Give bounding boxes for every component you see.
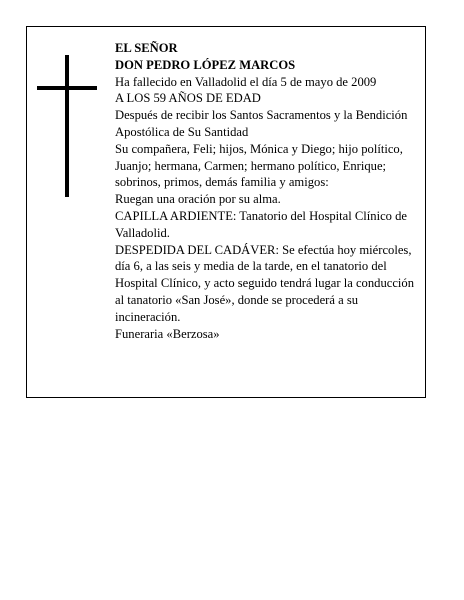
sacraments-line: Después de recibir los Santos Sacramentos y la Bendición Apostólica de Su Santidad: [115, 108, 408, 139]
obituary-notice-frame: [26, 26, 426, 398]
obituary-text: [115, 40, 421, 342]
deceased-name: DON PEDRO LÓPEZ MARCOS: [115, 57, 296, 72]
farewell-line: DESPEDIDA DEL CADÁVER: Se efectúa hoy miércoles, día 6, a las seis y media de la tarde, en el tanatorio del Hospital Clínico, y acto seguido tendrá lugar la conducción al tanatorio «San José», donde se procederá a su incineración.: [115, 242, 415, 324]
family-line: Su compañera, Feli; hijos, Mónica y Diego; hijo político, Juanjo; hermana, Carmen; hermano político, Enrique; sobrinos, primos, demás familia y amigos:: [115, 141, 403, 190]
cross-vertical-bar: [65, 55, 69, 197]
prayer-line: Ruegan una oración por su alma.: [115, 192, 281, 207]
funeral-home-line: Funeraria «Berzosa»: [115, 326, 220, 341]
chapel-line: CAPILLA ARDIENTE: Tanatorio del Hospital Clínico de Valladolid.: [115, 208, 408, 240]
death-announcement: Ha fallecido en Valladolid el día 5 de mayo de 2009: [115, 74, 377, 89]
cross-icon: [37, 55, 97, 197]
age-line: A LOS 59 AÑOS DE EDAD: [115, 91, 261, 106]
cross-horizontal-bar: [37, 86, 97, 90]
title-line-1: EL SEÑOR: [115, 41, 178, 55]
